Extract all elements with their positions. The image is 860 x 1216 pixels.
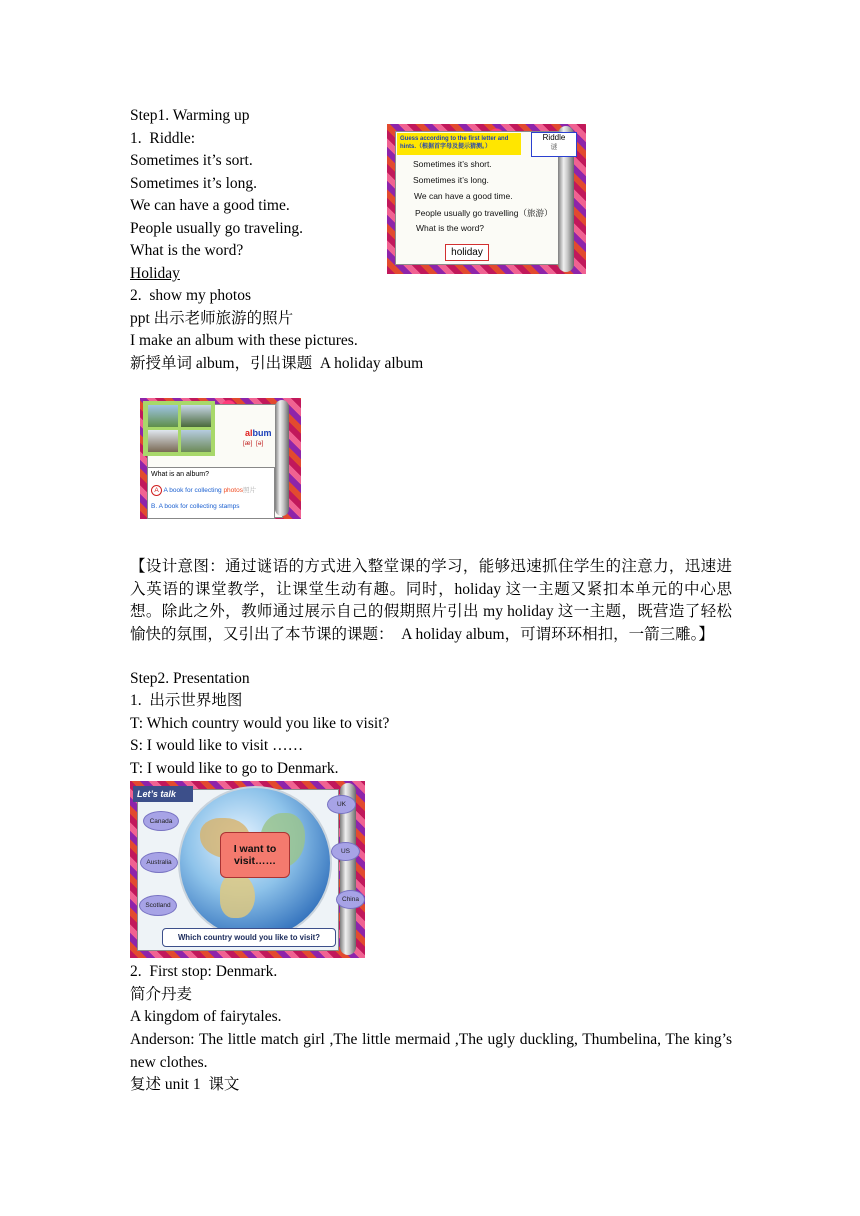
country-bubble-us: US <box>331 842 360 861</box>
photo <box>181 430 211 452</box>
country-bubble-canada: Canada <box>143 811 179 831</box>
first-stop-label: 2. First stop: Denmark. <box>130 963 278 980</box>
map-item-label: 1. 出示世界地图 <box>130 692 243 709</box>
instruction-banner: Guess according to the first letter and hints.（根据首字母及提示猜测。） <box>397 133 521 155</box>
slide-riddle-line: People usually go travelling（旅游） <box>415 208 553 218</box>
riddle-corner-title: Riddle <box>542 133 566 142</box>
dialog-line: S: I would like to visit …… <box>130 737 304 754</box>
lets-talk-slide <box>130 781 365 958</box>
anderson-paragraph: Anderson: The little match girl ,The little mermaid ,The ugly duckling, Thumbelina, The king’s new clothes. <box>130 1031 732 1071</box>
album-word: album <box>245 428 272 438</box>
slide-riddle-line: We can have a good time. <box>414 191 513 201</box>
riddle-line: We can have a good time. <box>130 197 290 214</box>
kingdom-line: A kingdom of fairytales. <box>130 1008 282 1025</box>
riddle-line: People usually go traveling. <box>130 220 304 237</box>
photo <box>181 405 211 427</box>
design-intent-paragraph: 【设计意图：通过谜语的方式进入整堂课的学习，能够迅速抓住学生的注意力，迅速进入英语的课堂教学，让课堂生动有趣。同时，holiday 这一主题又紧扣本单元的中心思想。除此之外，教师通过展示自己的假期照片引出 my holiday 这一主题，既营造了轻松愉快的氛围，又引出了本节课的课题： A holiday album，可谓环环相扣，一箭三雕。】 <box>130 558 732 643</box>
riddle-line: Sometimes it’s long. <box>130 175 258 192</box>
dialog-line: T: I would like to go to Denmark. <box>130 760 339 777</box>
question-strip: Which country would you like to visit? <box>162 928 336 947</box>
dialog-line: T: Which country would you like to visit? <box>130 715 390 732</box>
riddle-line: Sometimes it’s sort. <box>130 152 253 169</box>
country-bubble-australia: Australia <box>140 852 178 873</box>
country-bubble-china: China <box>336 890 365 909</box>
photos-item-label: 2. show my photos <box>130 287 251 304</box>
album-question-box <box>147 467 275 519</box>
album-option-a: A A book for collecting photos照片 <box>151 485 256 496</box>
step2-heading: Step2. Presentation <box>130 670 250 687</box>
riddle-slide <box>387 124 586 274</box>
denmark-intro: 简介丹麦 <box>130 986 193 1003</box>
step1-heading: Step1. Warming up <box>130 107 250 124</box>
riddle-corner-sub: 谜 <box>550 144 558 151</box>
album-slide <box>140 398 301 519</box>
speech-bubble: I want to visit…… <box>220 832 290 878</box>
slide-riddle-line: Sometimes it’s long. <box>413 175 489 185</box>
teach-note: 新授单词 album，引出课题 A holiday album <box>130 355 424 372</box>
slide-riddle-line: Sometimes it’s short. <box>413 159 492 169</box>
photo <box>148 430 178 452</box>
lets-talk-tag: Let’s talk <box>133 786 193 802</box>
photo-frame <box>143 401 215 456</box>
photo <box>148 405 178 427</box>
scroll-roll <box>275 400 289 516</box>
country-bubble-scotland: Scotland <box>139 895 177 916</box>
country-bubble-uk: UK <box>327 795 356 814</box>
riddle-item-label: 1. Riddle: <box>130 130 196 147</box>
riddle-answer: Holiday <box>130 265 180 282</box>
riddle-line: What is the word? <box>130 242 244 259</box>
slide-riddle-line: What is the word? <box>416 223 485 233</box>
ppt-note: ppt 出示老师旅游的照片 <box>130 310 294 327</box>
retell-line: 复述 unit 1 课文 <box>130 1076 240 1093</box>
landmass <box>220 873 255 918</box>
album-option-b: B. A book for collecting stamps <box>151 503 240 510</box>
riddle-corner-box <box>531 132 577 157</box>
answer-box: holiday <box>445 244 489 261</box>
album-question: What is an album? <box>151 471 209 478</box>
album-sentence: I make an album with these pictures. <box>130 332 358 349</box>
album-phonetics: [æ] [ə] <box>243 440 264 447</box>
